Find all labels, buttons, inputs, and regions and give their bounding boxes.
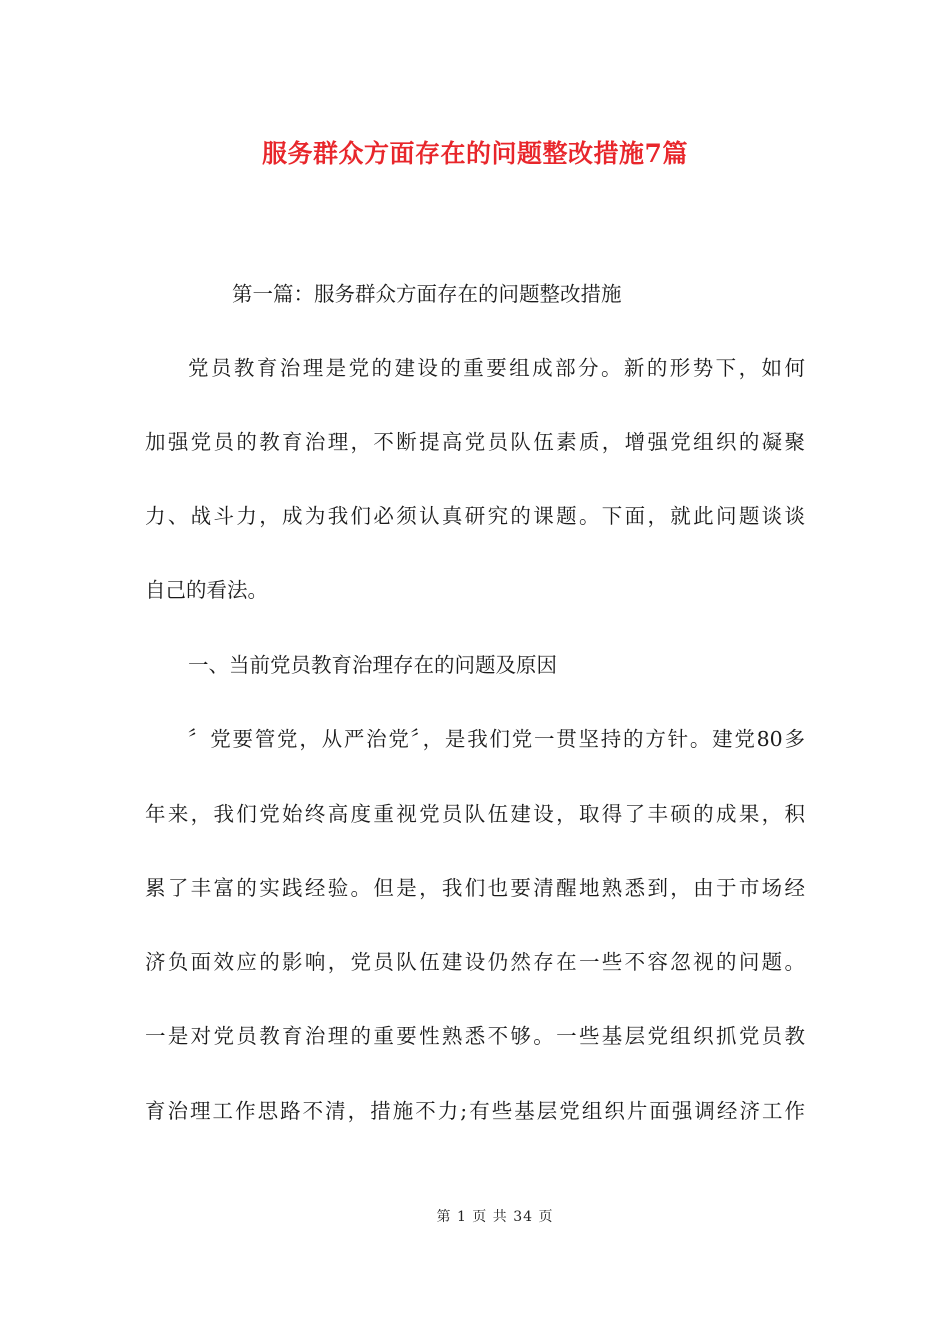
paragraph-line: 累了丰富的实践经验。但是，我们也要清醒地熟悉到，由于市场经 (145, 876, 805, 900)
paragraph-line: 力、战斗力，成为我们必须认真研究的课题。下面，就此问题谈谈 (145, 504, 805, 528)
paragraph-line: 〞党要管党，从严治党〞，是我们党一贯坚持的方针。建党80多 (188, 727, 805, 751)
paragraph-line: 自己的看法。 (145, 578, 268, 602)
paragraph-line: 济负面效应的影响，党员队伍建设仍然存在一些不容忽视的问题。 (145, 950, 805, 974)
document-title: 服务群众方面存在的问题整改措施7篇 (262, 139, 688, 168)
subheading: 一、当前党员教育治理存在的问题及原因 (188, 653, 557, 677)
paragraph-line: 年来，我们党始终高度重视党员队伍建设，取得了丰硕的成果，积 (145, 802, 805, 826)
paragraph-line: 一是对党员教育治理的重要性熟悉不够。一些基层党组织抓党员教 (145, 1024, 805, 1048)
section-heading: 第一篇：服务群众方面存在的问题整改措施 (232, 282, 622, 306)
paragraph-line: 加强党员的教育治理，不断提高党员队伍素质，增强党组织的凝聚 (145, 430, 805, 454)
paragraph-line: 育治理工作思路不清，措施不力;有些基层党组织片面强调经济工作 (145, 1099, 805, 1123)
paragraph-line: 党员教育治理是党的建设的重要组成部分。新的形势下，如何 (188, 356, 805, 380)
page-number: 第 1 页 共 34 页 (436, 1209, 554, 1225)
